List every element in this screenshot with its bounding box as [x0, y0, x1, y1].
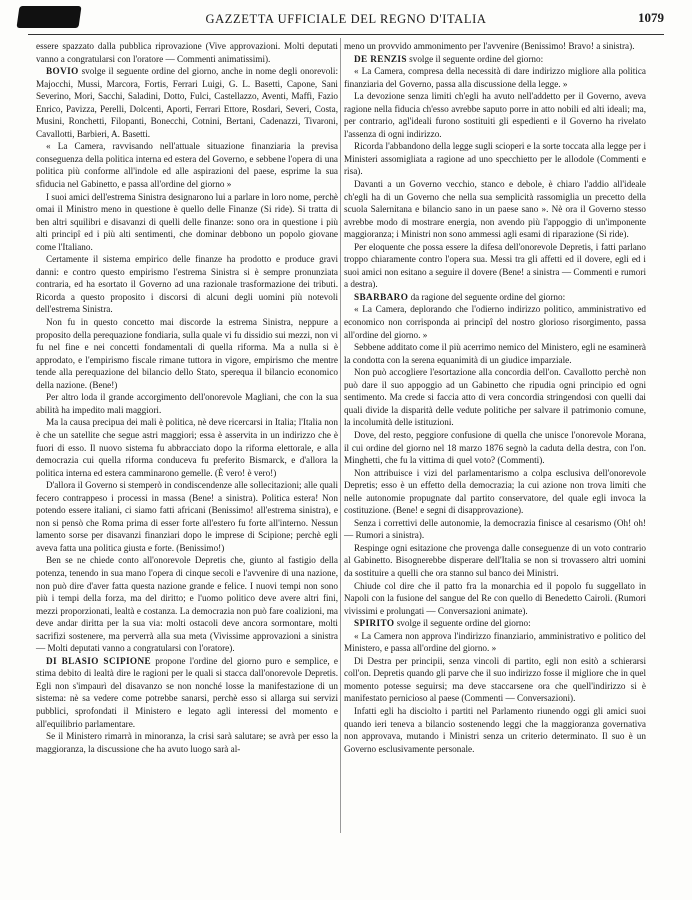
- paragraph-text: Dove, del resto, peggiore confusione di quella che unisce l'onorevole Morana, il cui ordine del giorno nel 18 marzo 1876 segnò la caduta della destra, con l'on. Minghetti, che fu la vittima di quel voto? (Commenti).: [344, 429, 646, 466]
- paragraph: [344, 53, 646, 66]
- paragraph: [344, 303, 646, 341]
- paragraph-text: « La Camera, compresa della necessità di dare indirizzo migliore alla politica finanziaria del Governo, passa alla discussione della legge. »: [344, 66, 646, 89]
- paragraph-text: « La Camera, deplorando che l'odierno indirizzo politico, amministrativo ed economico non corrisponda ai principî del nostro glorioso risorgimento, passa all'ordine del giorno. »: [344, 304, 646, 340]
- paragraph-text: Sebbene additato come il più acerrimo nemico del Ministero, egli ne esaminerà la condotta con la serena equanimità di un giudice imparziale.: [344, 342, 646, 365]
- publication-title: GAZZETTA UFFICIALE DEL REGNO D'ITALIA: [205, 12, 487, 26]
- paragraph: [344, 467, 646, 517]
- page-number: 1079: [638, 10, 664, 25]
- paragraph: [36, 730, 338, 755]
- paragraph-text: Certamente il sistema empirico delle finanze ha prodotto e produce gravi danni: e contro questo empirismo l'estrema Sinistra si è sempre pronunziata contraria, ed ha esortato il Governo ad una razionale trasformazione dei tributi. Ricorda a questo proposito i discorsi di alcuni degli uomini più notevoli dell'estrema Sinistra.: [36, 254, 338, 315]
- paragraph-text: Se il Ministero rimarrà in minoranza, la crisi sarà salutare; se avrà per esso la maggioranza, la discussione che ha avuto luogo sarà al-: [36, 731, 338, 754]
- paragraph: [36, 554, 338, 654]
- paragraph-text: Senza i correttivi delle autonomie, la democrazia finisce al cesarismo (Oh! oh! — Rumori a sinistra).: [344, 517, 646, 541]
- paragraph: [36, 191, 338, 254]
- paragraph-text: Non attribuisce i vizi del parlamentarismo a colpa esclusiva dell'onorevole Depretis; esso è un effetto della democrazia; la cui azione non trova limiti che nelle autonomie propugnate dal partito conservatore, del quale egli invoca la costituzione. (Bene! e segni di disapprovazione).: [344, 467, 646, 516]
- paragraph-text: Non può accogliere l'esortazione alla concordia dell'on. Cavallotto perchè non può dare il suo appoggio ad un Gabinetto che ripudia ogni principio ed ogni sentimento. Ma crede si faccia atto di vera concordia stringendosi con quelli dai quali divide la disparità delle vedute politiche per salvare il patrimonio comune, la incolumità delle istituzioni.: [344, 367, 646, 428]
- speaker-name: SBARBARO: [354, 291, 409, 302]
- paragraph-text: Ricorda l'abbandono della legge sugli scioperi e la sorte toccata alla legge per i Ministeri assomigliata a ragione ad uno specchietto per le allodole (Commenti e risa).: [344, 141, 646, 177]
- page-header: [0, 0, 692, 36]
- paragraph: [344, 580, 646, 618]
- paragraph: [344, 178, 646, 241]
- paragraph: [344, 291, 646, 304]
- paragraph: [344, 429, 646, 467]
- paragraph-text: Davanti a un Governo vecchio, stanco e debole, è chiaro l'addio all'ideale ch'egli ha di un Governo che nella sua semplicità rassomiglia un precetto della scuola Salernitana e bilancio sano in un paese sano ». Nè ora il Governo stesso avrebbe modo di mostrare energia, non avendo più l'appoggio di un'imponente maggioranza; i Ministri non sono ammessi agli esami di riparazione (Si ride).: [344, 179, 646, 240]
- paragraph-text: « La Camera non approva l'indirizzo finanziario, amministrativo e politico del Ministero, e passa all'ordine del giorno. »: [344, 630, 646, 654]
- paragraph-text: Di Destra per principii, senza vincoli di partito, egli non esitò a schierarsi coll'on. Depretis quando gli parve che il suo indirizzo fosse il migliore che in quel momento potesse seguirsi; ma deve staccarsene ora che quell'indirizzo si è manifestato pernicioso al paese (Commenti — Conversazioni).: [344, 655, 646, 704]
- left-column: [36, 40, 338, 755]
- paragraph-text: essere spazzato dalla pubblica riprovazione (Vive approvazioni. Molti deputati vanno a congratularsi con l'oratore — Commenti animatissimi).: [36, 41, 338, 64]
- paragraph: [344, 655, 646, 705]
- paragraph-text: meno un provvido ammonimento per l'avvenire (Benissimo! Bravo! a sinistra).: [344, 41, 635, 51]
- paragraph: [36, 479, 338, 554]
- paragraph: [344, 65, 646, 90]
- paragraph-text: Non fu in questo concetto mai discorde la estrema Sinistra, neppure a proposito della perequazione fondiaria, sulla quale vi fu dissidio sui mezzi, non vi fu nel fine e nei concetti fondamentali di quella riforma. Ma a nulla si è approdato, e l'empirismo fiscale rimane tuttora in vigore, empirismo che mentre tende alla perequazione del bilancio dello Stato, sperequa il bilancio economico della nazione. (Bene!): [36, 317, 338, 390]
- paragraph: [36, 416, 338, 479]
- paragraph-text: svolge il seguente ordine del giorno:: [409, 53, 544, 64]
- paragraph: [344, 241, 646, 291]
- paragraph: [344, 705, 646, 755]
- paragraph: [36, 40, 338, 65]
- paragraph: [344, 517, 646, 542]
- paragraph: [36, 655, 338, 730]
- paragraph: [344, 40, 646, 53]
- paragraph-text: La devozione senza limiti ch'egli ha avuto nell'addetto per il Governo, aveva ragione nella fiducia ch'esso avrebbe saputo porre in atto nobili ed alti ideali; ma, per contrario, agl'ideali furono sostituiti gli espedienti e il Governo ha rivelato l'assenza di ogni indirizzo.: [344, 91, 646, 139]
- paragraph-text: Chiude col dire che il patto fra la monarchia ed il popolo fu suggellato in Napoli con la fusione del sangue del Re con quello di Benedetto Cairoli. (Rumori vivissimi e prolungati — Conversazioni animate).: [344, 580, 646, 616]
- right-column: [344, 40, 646, 755]
- paragraph-text: Ma la causa precipua dei mali è politica, nè deve ricercarsi in Italia; l'Italia non è che un satellite che segue astri maggiori; essa è asservita in un indirizzo che è fuori di esso. Il nuovo sistema fu abbracciato dopo la riforma elettorale, e alla democrazia cui quella riforma conduceva fu preferito Bismarck, e d'allora la politica interna ed estera camminarono gemelle. (È vero! è vero!): [36, 417, 338, 478]
- paragraph-text: Per eloquente che possa essere la difesa dell'onorevole Depretis, i fatti parlano troppo chiaramente contro l'opera sua. Messi tra gli affetti ed il dovere, egli ed i suoi amici non esitano a seguire il dovere (Bene! a sinistra — Commenti e rumori a destra).: [344, 241, 646, 290]
- paragraph-text: I suoi amici dell'estrema Sinistra designarono lui a parlare in loro nome, perchè omai il Ministro meno in questione è quello delle Finanze (Si ride). Si tratta di ben altri squilibri e disavanzi di quelli delle finanze: sono ora in questione i più alti principî ed i più alti sentimenti, che dominar debbono un popolo giovane come l'Italiano.: [36, 191, 338, 252]
- paragraph-text: Respinge ogni esitazione che provenga dalle conseguenze di un voto contrario al Gabinetto. Bisognerebbe disperare dell'Italia se non si trovassero altri uomini da sostituire a quelli che ora stanno sul banco dei Ministri.: [344, 542, 646, 578]
- paragraph: [344, 90, 646, 140]
- column-divider: [340, 38, 341, 833]
- paragraph: [36, 65, 338, 140]
- paragraph: [344, 630, 646, 655]
- paragraph: [344, 542, 646, 580]
- paragraph: [344, 617, 646, 630]
- paragraph-text: D'allora il Governo si stemperò in condiscendenze alle sollecitazioni; alle quali fecero contrappeso i processi in massa (Bene! a sinistra). Politica estera! Non potendo essere italiani, ci siamo fatti africani (Benissimo! all'estrema sinistra), e non si pensò che Roma prima di esser forte all'estero fu forte all'interno. Nessun lamento sorse per disavanzi finanziari dopo le imprese di Scipione; perchè egli aveva fatta una politica giusta e forte. (Benissimo!): [36, 480, 338, 553]
- paragraph: [36, 316, 338, 391]
- paragraph-text: da ragione del seguente ordine del giorno:: [410, 291, 566, 302]
- paragraph: [36, 140, 338, 190]
- paragraph-text: svolge il seguente ordine del giorno, anche in nome degli onorevoli: Majocchi, Mussi, Marcora, Fortis, Ferrari Luigi, G. L. Basetti, Capone, Sani Severino, Mori, Sacchi, Saladini, Dotto, Fulci, Castellazzo, Aventi, Maffi, Fazio Enrico, Pavizza, Perelli, Dolcenti, Aporti, Ferrari Ettore, Rosdari, Severi, Costa, Musini, Ronchetti, Filopanti, Bonecchi, Cotnini, Bertani, Cadenazzi, Tivaroni, Cavallotti, Barbieri, A. Basetti.: [36, 66, 339, 139]
- paragraph-text: « La Camera, ravvisando nell'attuale situazione finanziaria la previsa conseguenza della politica interna ed estera del Governo, e sebbene l'opera di una politica più conforme all'indole ed alle aspirazioni del paese, esprime la sua sfiducia nel Gabinetto, e passa all'ordine del giorno »: [36, 141, 338, 190]
- paragraph: [344, 341, 646, 366]
- paragraph-text: Ben se ne chiede conto all'onorevole Depretis che, giunto al fastigio della potenza, tenendo in sua mano l'opera di cinque secoli e l'avvenire di una nazione, non può dire d'aver fatta questa nazione grande e felice. I nuovi tempi non sono più i tempi della forza, ma del diritto; e l'uomo politico deve avere altri fini, mezzi proporzionati, lealtà e costanza. La democrazia non può fare coalizioni, ma deve andar diritta per la sua via: molti ostacoli deve ancora sormontare, molti sacrifizi sostenere, ma perverrà alla sua meta (Vivissime approvazioni a sinistra — Molti deputati vanno a congratularsi con l'oratore).: [36, 555, 338, 654]
- paragraph: [36, 391, 338, 416]
- paragraph-text: propone l'ordine del giorno puro e semplice, e stima debito di lealtà dire le ragioni per le quali si stacca dall'onorevole Depretis. Egli non s'impaurì del disavanzo se non nonché losse la manifestazione di un sistema: nè sa vedere come potrebbe sanarsi, perchè esso si allarga sui servizi pubblici, sprofondati il Ministero e legato agli interessi del momento e all'equilibrio parlamentare.: [36, 655, 338, 729]
- header-rule: [28, 34, 664, 35]
- paragraph-text: Per altro loda il grande accorgimento dell'onorevole Magliani, che con la sua abilità ha impedito mali maggiori.: [36, 392, 338, 415]
- speaker-name: DI BLASIO SCIPIONE: [46, 655, 152, 666]
- speaker-name: DE RENZIS: [354, 53, 407, 64]
- paragraph: [36, 253, 338, 316]
- paragraph-text: Infatti egli ha disciolto i partiti nel Parlamento riunendo oggi gli amici suoi quando ieri teneva a bilancio sostenendo leggi che la maggioranza governativa non approvava, mutando i Ministri senza un criterio determinato. Il suo è un Governo esclusivamente personale.: [344, 705, 646, 754]
- speaker-name: SPIRITO: [354, 618, 395, 629]
- paragraph: [344, 366, 646, 429]
- speaker-name: BOVIO: [46, 66, 79, 77]
- paragraph: [344, 140, 646, 178]
- paragraph-text: svolge il seguente ordine del giorno:: [396, 618, 531, 629]
